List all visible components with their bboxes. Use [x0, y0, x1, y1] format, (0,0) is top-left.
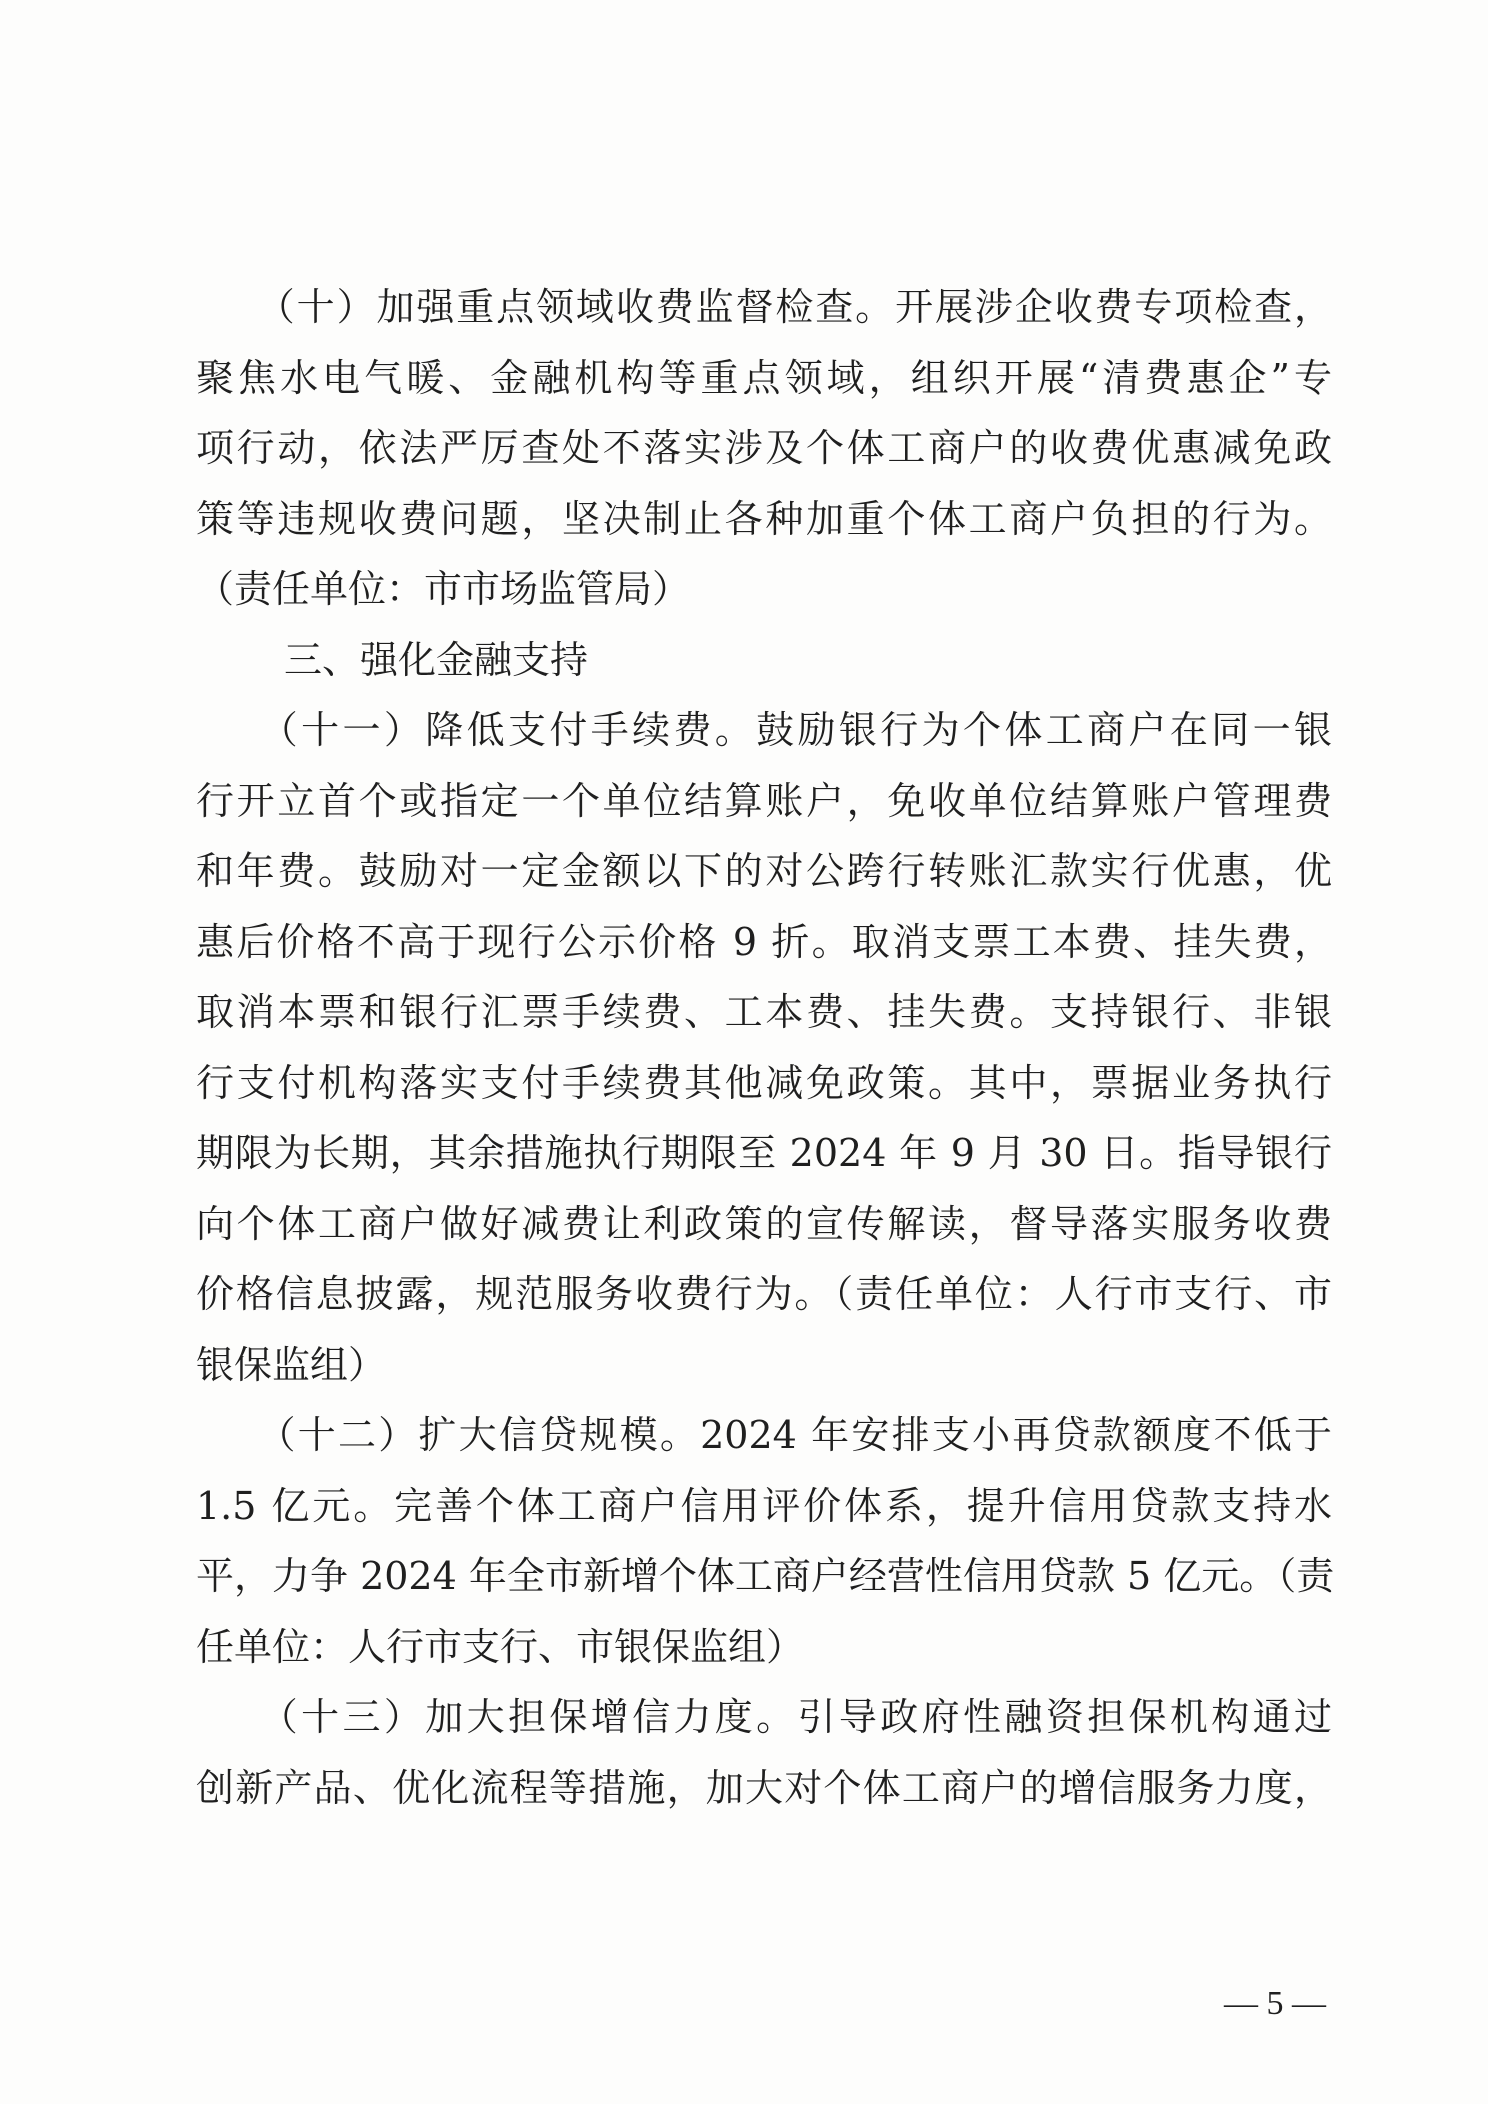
text-line: （十）加强重点领域收费监督检查。开展涉企收费专项检查， [196, 285, 1332, 329]
text-line: （十三）加大担保增信力度。引导政府性融资担保机构通过 [196, 1695, 1332, 1739]
section-heading: 三、强化金融支持 [284, 637, 589, 682]
text-line: 向个体工商户做好减费让利政策的宣传解读，督导落实服务收费 [196, 1201, 1332, 1246]
text-line: 银保监组） [196, 1342, 387, 1387]
text-line: 创新产品、优化流程等措施，加大对个体工商户的增信服务力度， [196, 1765, 1332, 1810]
text-line: （十二）扩大信贷规模。2024 年安排支小再贷款额度不低于 [196, 1413, 1332, 1457]
body-text [196, 272, 1335, 1823]
text-line: 1.5 亿元。完善个体工商户信用评价体系，提升信用贷款支持水 [196, 1483, 1332, 1528]
text-line: 和年费。鼓励对一定金额以下的对公跨行转账汇款实行优惠，优 [196, 849, 1332, 893]
page-number: — 5 — [1224, 1985, 1326, 2022]
text-line: 惠后价格不高于现行公示价格 9 折。取消支票工本费、挂失费， [196, 919, 1332, 964]
text-line: 任单位：人行市支行、市银保监组） [196, 1624, 805, 1669]
text-line: 行支付机构落实支付手续费其他减免政策。其中，票据业务执行 [196, 1060, 1332, 1105]
text-line: 取消本票和银行汇票手续费、工本费、挂失费。支持银行、非银 [196, 990, 1332, 1034]
text-line: （十一）降低支付手续费。鼓励银行为个体工商户在同一银 [196, 708, 1332, 752]
text-line: （责任单位：市市场监管局） [196, 567, 691, 611]
text-line: 策等违规收费问题，坚决制止各种加重个体工商户负担的行为。 [196, 496, 1332, 541]
text-line: 期限为长期，其余措施执行期限至 2024 年 9 月 30 日。指导银行 [196, 1131, 1332, 1175]
text-line: 行开立首个或指定一个单位结算账户，免收单位结算账户管理费 [196, 778, 1332, 823]
text-line: 项行动，依法严厉查处不落实涉及个体工商户的收费优惠减免政 [196, 426, 1332, 470]
text-line: 平，力争 2024 年全市新增个体工商户经营性信用贷款 5 亿元。（责 [196, 1554, 1335, 1598]
text-line: 价格信息披露，规范服务收费行为。（责任单位：人行市支行、市 [196, 1272, 1332, 1316]
text-line: 聚焦水电气暖、金融机构等重点领域，组织开展“清费惠企”专 [196, 355, 1332, 400]
